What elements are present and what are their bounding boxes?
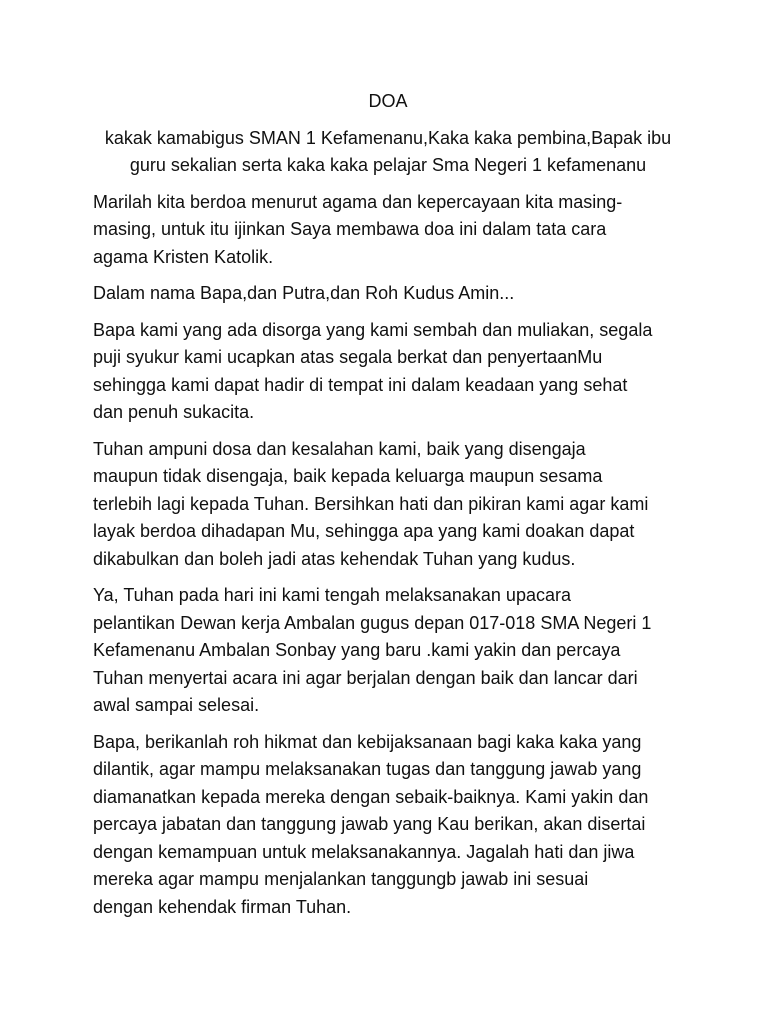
text-line: kakak kamabigus SMAN 1 Kefamenanu,Kaka kaka pembina,Bapak ibu: [104, 127, 672, 148]
text-line: masing, untuk itu ijinkan Saya membawa doa ini dalam tata cara: [93, 219, 607, 239]
text-line: Ya, Tuhan pada hari ini kami tengah melaksanakan upacara: [93, 585, 571, 605]
text-line: percaya jabatan dan tanggung jawab yang Kau berikan, akan disertai: [93, 814, 646, 834]
paragraph-5: [93, 582, 683, 720]
document-page: [93, 88, 683, 930]
text-line: dikabulkan dan boleh jadi atas kehendak Tuhan yang kudus.: [93, 548, 576, 569]
text-line: mereka agar mampu menjalankan tanggungb jawab ini sesuai: [93, 869, 589, 889]
text-line: Kefamenanu Ambalan Sonbay yang baru .kami yakin dan percaya: [93, 640, 621, 660]
text-line: Marilah kita berdoa menurut agama dan kepercayaan kita masing-: [93, 191, 623, 212]
paragraph-6: [93, 729, 683, 922]
text-line: Tuhan menyertai acara ini agar berjalan dengan baik dan lancar dari: [93, 667, 638, 688]
text-line: agama Kristen Katolik.: [93, 246, 274, 267]
text-line: pelantikan Dewan kerja Ambalan gugus depan 017-018 SMA Negeri 1: [93, 612, 652, 633]
text-line: Dalam nama Bapa,dan Putra,dan Roh Kudus Amin...: [93, 283, 515, 303]
text-line: Tuhan ampuni dosa dan kesalahan kami, baik yang disengaja: [93, 438, 586, 459]
text-line: diamanatkan kepada mereka dengan sebaik-baiknya. Kami yakin dan: [93, 786, 649, 807]
text-line: maupun tidak disengaja, baik kepada keluarga maupun sesama: [93, 466, 603, 486]
paragraph-2: [93, 280, 683, 308]
text-line: Bapa kami yang ada disorga yang kami sembah dan muliakan, segala: [93, 319, 653, 340]
text-line: puji syukur kami ucapkan atas segala berkat dan penyertaanMu: [93, 347, 603, 367]
greeting-paragraph: [93, 125, 683, 180]
text-line: terlebih lagi kepada Tuhan. Bersihkan hati dan pikiran kami agar kami: [93, 493, 649, 514]
paragraph-3: [93, 317, 683, 427]
text-line: Bapa, berikanlah roh hikmat dan kebijaksanaan bagi kaka kaka yang: [93, 731, 642, 752]
text-line: dilantik, agar mampu melaksanakan tugas dan tanggung jawab yang: [93, 759, 642, 779]
text-line: dengan kehendak firman Tuhan.: [93, 896, 352, 917]
text-line: dan penuh sukacita.: [93, 402, 255, 422]
text-line: guru sekalian serta kaka kaka pelajar Sma Negeri 1 kefamenanu: [129, 155, 647, 175]
text-line: layak berdoa dihadapan Mu, sehingga apa yang kami doakan dapat: [93, 521, 635, 541]
paragraph-1: [93, 189, 683, 272]
text-line: awal sampai selesai.: [93, 695, 260, 715]
document-title: DOA: [368, 91, 408, 111]
paragraph-4: [93, 436, 683, 574]
text-line: dengan kemampuan untuk melaksanakannya. Jagalah hati dan jiwa: [93, 841, 635, 862]
text-line: sehingga kami dapat hadir di tempat ini dalam keadaan yang sehat: [93, 374, 628, 395]
